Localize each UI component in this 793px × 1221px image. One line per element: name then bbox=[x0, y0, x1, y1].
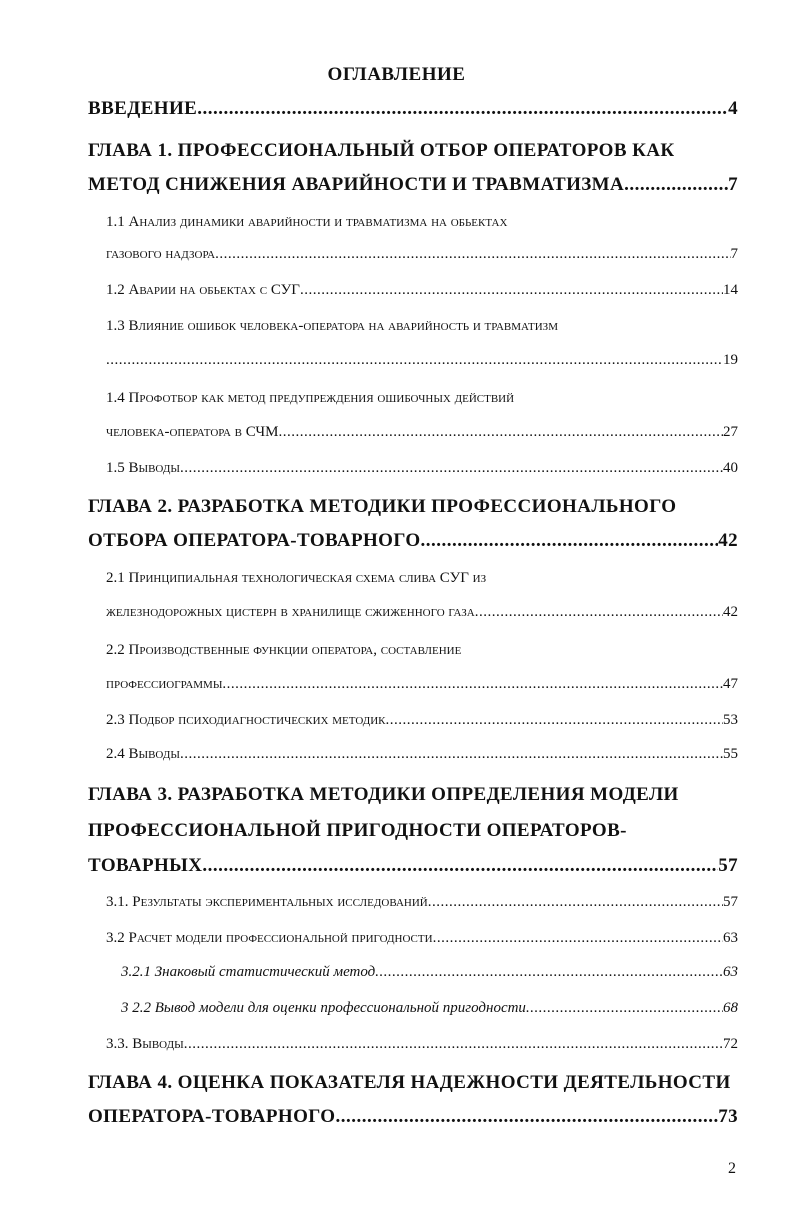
toc-entry-section-3-2[interactable]: 3.2 Расчет модели профессиональной пригодности ..... 63 bbox=[106, 930, 738, 947]
toc-entry-chapter-1[interactable]: МЕТОД СНИЖЕНИЯ АВАРИЙНОСТИ И ТРАВМАТИЗМА ..... 7 bbox=[88, 174, 738, 196]
toc-entry-section-2-3[interactable]: 2.3 Подбор психодиагностических методик ..... 53 bbox=[106, 712, 738, 729]
toc-chapter-3-title-line-1[interactable]: ГЛАВА 3. РАЗРАБОТКА МЕТОДИКИ ОПРЕДЕЛЕНИЯ МОДЕЛИ bbox=[88, 784, 679, 805]
toc-section-1-3-title[interactable]: 1.3 Влияние ошибок человека-оператора на аварийность и травматизм bbox=[106, 318, 558, 334]
toc-entry-section-1-3[interactable]: ..... 19 bbox=[106, 352, 738, 369]
page-number: 2 bbox=[728, 1160, 736, 1177]
toc-section-1-1-title[interactable]: 1.1 Анализ динамики аварийности и травматизма на обьектах bbox=[106, 214, 508, 230]
toc-entry-section-3-2-1[interactable]: 3.2.1 Знаковый статистический метод ..... 63 bbox=[121, 964, 738, 981]
toc-entry-section-1-2[interactable]: 1.2 Аварии на обьектах с СУГ ..... 14 bbox=[106, 282, 738, 299]
toc-section-2-1-title[interactable]: 2.1 Принципиальная технологическая схема слива СУГ из bbox=[106, 570, 487, 586]
toc-chapter-2-title[interactable]: ГЛАВА 2. РАЗРАБОТКА МЕТОДИКИ ПРОФЕССИОНАЛЬНОГО bbox=[88, 496, 677, 517]
toc-entry-section-3-2-2[interactable]: 3 2.2 Вывод модели для оценки профессиональной пригодности ..... 68 bbox=[121, 1000, 738, 1017]
toc-entry-intro[interactable]: ВВЕДЕНИЕ ..... 4 bbox=[88, 98, 738, 120]
toc-chapter-4-title[interactable]: ГЛАВА 4. ОЦЕНКА ПОКАЗАТЕЛЯ НАДЕЖНОСТИ ДЕЯТЕЛЬНОСТИ bbox=[88, 1072, 731, 1093]
toc-section-2-2-title[interactable]: 2.2 Производственные функции оператора, составление bbox=[106, 642, 462, 658]
toc-entry-chapter-2[interactable]: ОТБОРА ОПЕРАТОРА-ТОВАРНОГО ..... 42 bbox=[88, 530, 738, 552]
toc-section-1-4-title[interactable]: 1.4 Профотбор как метод предупреждения ошибочных действий bbox=[106, 390, 515, 406]
toc-entry-section-2-1[interactable]: железнодорожных цистерн в хранилище сжиженного газа ..... 42 bbox=[106, 604, 738, 621]
toc-entry-section-1-5[interactable]: 1.5 Выводы ..... 40 bbox=[106, 460, 738, 477]
toc-entry-chapter-4[interactable]: ОПЕРАТОРА-ТОВАРНОГО ..... 73 bbox=[88, 1106, 738, 1128]
toc-title: ОГЛАВЛЕНИЕ bbox=[327, 64, 466, 85]
toc-chapter-3-title-line-2[interactable]: ПРОФЕССИОНАЛЬНОЙ ПРИГОДНОСТИ ОПЕРАТОРОВ- bbox=[88, 820, 627, 841]
toc-entry-section-2-2[interactable]: профессиограммы ..... 47 bbox=[106, 676, 738, 693]
toc-entry-section-2-4[interactable]: 2.4 Выводы ..... 55 bbox=[106, 746, 738, 763]
toc-entry-section-1-1[interactable]: газового надзора ..... 7 bbox=[106, 246, 738, 263]
toc-entry-section-3-3[interactable]: 3.3. Выводы ..... 72 bbox=[106, 1036, 738, 1053]
toc-chapter-1-title[interactable]: ГЛАВА 1. ПРОФЕССИОНАЛЬНЫЙ ОТБОР ОПЕРАТОРОВ КАК bbox=[88, 140, 675, 161]
toc-entry-section-3-1[interactable]: 3.1. Результаты экспериментальных исследований ..... 57 bbox=[106, 894, 738, 911]
toc-entry-chapter-3[interactable]: ТОВАРНЫХ ..... 57 bbox=[88, 855, 738, 877]
toc-entry-section-1-4[interactable]: человека-оператора в СЧМ ..... 27 bbox=[106, 424, 738, 441]
